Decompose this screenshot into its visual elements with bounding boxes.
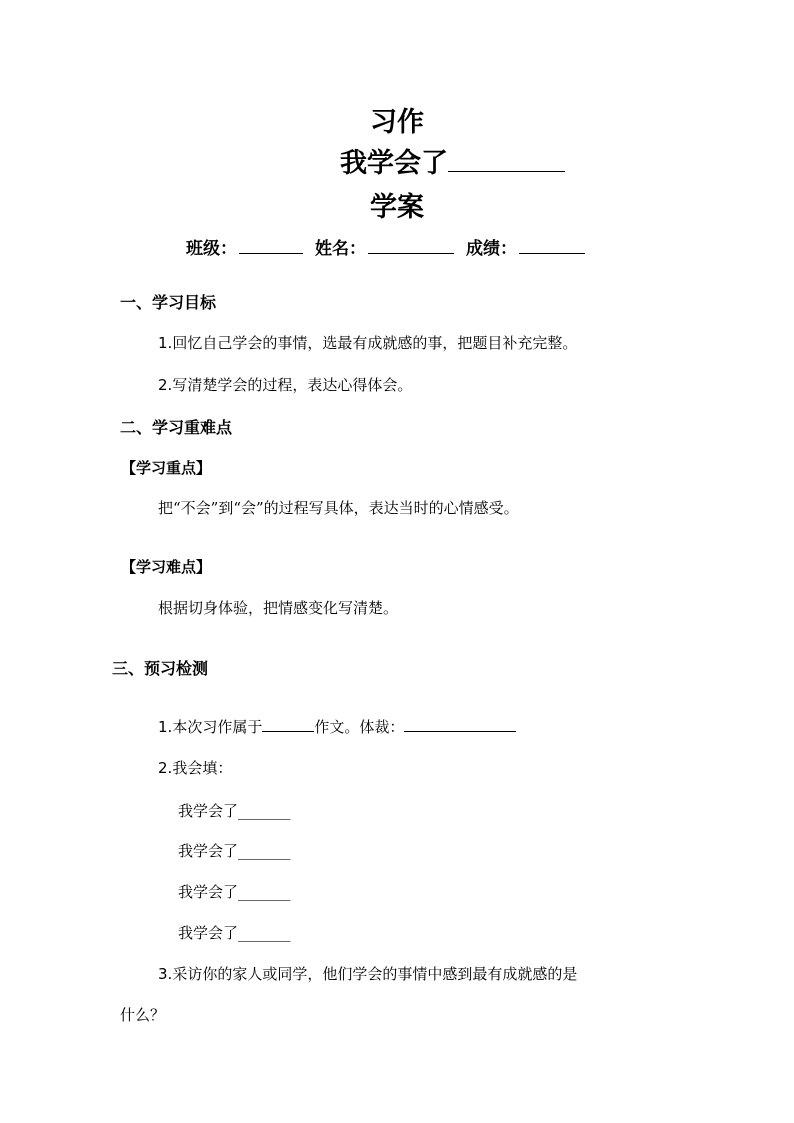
fill-item[interactable]: 我学会了_______ <box>178 802 291 820</box>
title-line-1: 习作 <box>370 107 424 138</box>
focus-label: 【学习重点】 <box>121 459 212 477</box>
preview-question-1: 1.本次习作属于 作文。体裁： <box>158 716 516 737</box>
title-line-2-text: 我学会了 <box>340 148 448 179</box>
score-label: 成绩： <box>466 239 517 259</box>
goal-item-1: 1.回忆自己学会的事情，选最有成就感的事，把题目补充完整。 <box>158 334 578 352</box>
section-heading-preview: 三、预习检测 <box>112 659 209 678</box>
genre-blank[interactable] <box>404 731 516 732</box>
title-line-2 <box>340 141 565 180</box>
student-info-line <box>186 234 585 259</box>
fill-item[interactable]: 我学会了_______ <box>178 883 291 901</box>
preview-question-3: 3.采访你的家人或同学，他们学会的事情中感到最有成就感的是 <box>158 965 578 983</box>
difficulty-label: 【学习难点】 <box>121 558 212 576</box>
essay-type-blank[interactable] <box>262 731 314 732</box>
focus-text: 把“不会”到“会”的过程写具体，表达当时的心情感受。 <box>158 499 519 517</box>
title-line-3: 学案 <box>370 192 424 223</box>
title-blank[interactable] <box>448 171 565 172</box>
score-blank[interactable] <box>519 253 585 254</box>
name-blank[interactable] <box>368 253 454 254</box>
preview-question-3-cont: 什么？ <box>120 1006 166 1024</box>
section-heading-key-points: 二、学习重难点 <box>120 418 233 437</box>
difficulty-text: 根据切身体验，把情感变化写清楚。 <box>158 599 399 617</box>
class-blank[interactable] <box>239 253 303 254</box>
fill-item[interactable]: 我学会了_______ <box>178 842 291 860</box>
fill-item[interactable]: 我学会了_______ <box>178 924 291 942</box>
goal-item-2: 2.写清楚学会的过程，表达心得体会。 <box>158 376 413 394</box>
preview-question-2: 2.我会填： <box>158 759 233 777</box>
section-heading-goals: 一、学习目标 <box>120 293 217 312</box>
class-label: 班级： <box>186 239 237 259</box>
name-label: 姓名： <box>315 239 366 259</box>
